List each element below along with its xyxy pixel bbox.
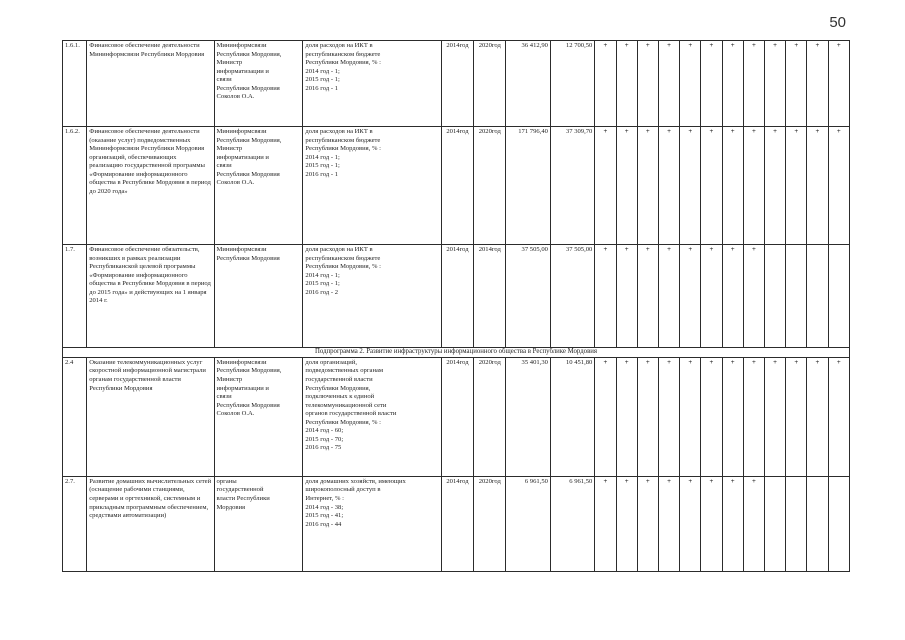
total-funding: 171 796,40	[506, 127, 550, 245]
activity-executor-line: информатизации и	[216, 384, 269, 392]
schedule-mark: +	[637, 476, 658, 571]
activity-executor-line: Соколов О.А.	[216, 179, 255, 187]
activity-indicator-line: 2015 год - 1;	[305, 162, 340, 170]
activity-indicator-line: Республики Мордовия,	[305, 384, 371, 392]
total-funding: 37 505,00	[506, 245, 550, 348]
activity-number: 1.6.2.	[63, 127, 87, 245]
activity-executor-line: Республики Мордовия,	[216, 50, 282, 58]
activity-indicator	[303, 357, 441, 476]
activity-executor-line: Республики Мордовия,	[216, 136, 282, 144]
end-year-line: год	[491, 42, 501, 49]
schedule-mark: +	[807, 41, 828, 127]
activity-executor-line: Республики Мордовия	[216, 170, 280, 178]
activity-indicator-line: 2014 год - 60;	[305, 427, 344, 435]
schedule-mark	[764, 476, 785, 571]
schedule-mark: +	[722, 476, 743, 571]
end-year-line: год	[491, 128, 501, 135]
activity-executor-line: Мининформсвязи	[216, 128, 267, 135]
end-year-line: год	[491, 358, 501, 366]
activity-indicator-line: 2014 год - 1;	[305, 67, 340, 75]
activity-executor-line: Соколов О.А.	[216, 93, 255, 101]
activity-executor-line: Мордовия	[216, 503, 246, 511]
start-year-line: год	[459, 128, 469, 135]
activity-executor-line: информатизации и	[216, 153, 269, 161]
schedule-mark: +	[722, 245, 743, 348]
schedule-mark: +	[743, 127, 764, 245]
schedule-mark: +	[616, 245, 637, 348]
activity-executor	[214, 245, 303, 348]
schedule-mark: +	[701, 127, 722, 245]
activity-indicator-line: республиканском бюджете	[305, 136, 381, 144]
schedule-mark: +	[658, 245, 679, 348]
schedule-mark: +	[658, 476, 679, 571]
activity-executor-line: Министр	[216, 145, 243, 153]
schedule-mark: +	[595, 357, 616, 476]
schedule-mark: +	[743, 476, 764, 571]
schedule-mark: +	[595, 476, 616, 571]
start-year-line: 2014	[446, 358, 460, 366]
schedule-mark: +	[828, 357, 849, 476]
total-funding: 36 412,90	[506, 41, 550, 127]
activity-indicator-line: Республики Мордовия, % :	[305, 263, 381, 271]
start-year-line: год	[459, 42, 469, 49]
schedule-mark: +	[616, 476, 637, 571]
schedule-mark: +	[701, 476, 722, 571]
schedule-mark: +	[658, 357, 679, 476]
activity-executor-line: власти Республики	[216, 494, 270, 502]
schedule-mark	[828, 245, 849, 348]
activity-executor-line: Мининформсвязи	[216, 246, 267, 253]
end-year-line: год	[491, 477, 501, 485]
activity-indicator-line: органов государственной власти	[305, 410, 397, 418]
activity-executor-line: Республики Мордовия	[216, 254, 280, 262]
schedule-mark: +	[680, 476, 701, 571]
activity-indicator-line: 2015 год - 70;	[305, 435, 344, 443]
activity-indicator-line: Республики Мордовия, % :	[305, 145, 381, 153]
activity-executor-line: Республики Мордовия	[216, 84, 280, 92]
subprogram-row	[63, 348, 850, 358]
schedule-mark: +	[743, 245, 764, 348]
schedule-mark: +	[680, 245, 701, 348]
schedule-mark: +	[807, 357, 828, 476]
schedule-mark: +	[595, 41, 616, 127]
end-year-line: 2014	[478, 246, 492, 253]
schedule-mark: +	[786, 357, 807, 476]
end-year-line: 2020	[478, 42, 492, 49]
activity-name: Финансовое обеспечение обязательств, возникших в рамках реализации Республиканской целевой программы «Формирование информационного общества в Республике Мордовия в период до 2015 года» и действующих на 1 января 2014 г.	[87, 245, 214, 348]
schedule-mark: +	[722, 357, 743, 476]
activity-executor-line: связи	[216, 76, 232, 84]
activity-name: Оказание телекоммуникационных услуг скоростной информационной магистрали органам государственной власти Республики Мордовия	[87, 357, 214, 476]
table-row	[63, 357, 850, 476]
budget-funding: 10 451,80	[550, 357, 594, 476]
activity-executor	[214, 127, 303, 245]
activity-executor-line: связи	[216, 162, 232, 170]
activity-executor-line: информатизации и	[216, 67, 269, 75]
activity-indicator-line: 2016 год - 44	[305, 520, 342, 528]
activity-number: 1.7.	[63, 245, 87, 348]
activity-name: Финансовое обеспечение деятельности Мининформсвязи Республики Мордовия	[87, 41, 214, 127]
schedule-mark	[764, 245, 785, 348]
schedule-mark: +	[722, 127, 743, 245]
schedule-mark	[786, 245, 807, 348]
program-activities-table	[62, 40, 850, 572]
activity-indicator-line: доля расходов на ИКТ в	[305, 246, 373, 253]
schedule-mark: +	[786, 41, 807, 127]
start-year-line: 2014	[446, 477, 460, 485]
schedule-mark: +	[616, 357, 637, 476]
activity-executor-line: Соколов О.А.	[216, 410, 255, 418]
activity-indicator	[303, 476, 441, 571]
start-year	[441, 476, 473, 571]
budget-funding: 37 309,70	[550, 127, 594, 245]
activity-executor-line: Республики Мордовия,	[216, 367, 282, 375]
end-year-line: 2020	[478, 358, 492, 366]
end-year	[474, 127, 506, 245]
schedule-mark: +	[764, 357, 785, 476]
schedule-mark: +	[680, 41, 701, 127]
schedule-mark: +	[701, 245, 722, 348]
schedule-mark: +	[743, 41, 764, 127]
activity-indicator-line: доля расходов на ИКТ в	[305, 42, 373, 49]
activity-number: 2.7.	[63, 476, 87, 571]
schedule-mark: +	[680, 357, 701, 476]
activity-indicator-line: Интернет, % :	[305, 494, 344, 502]
budget-funding: 12 700,50	[550, 41, 594, 127]
end-year	[474, 245, 506, 348]
schedule-mark: +	[637, 357, 658, 476]
activity-indicator-line: государственной власти	[305, 375, 373, 383]
activity-indicator-line: доля расходов на ИКТ в	[305, 128, 373, 135]
activity-indicator-line: 2014 год - 1;	[305, 153, 340, 161]
start-year-line: 2014	[446, 42, 460, 49]
start-year-line: год	[459, 477, 469, 485]
schedule-mark: +	[595, 127, 616, 245]
schedule-mark: +	[828, 127, 849, 245]
activity-executor-line: органы	[216, 477, 237, 485]
activity-indicator-line: широкополосный доступ в	[305, 486, 381, 494]
table-row	[63, 245, 850, 348]
start-year	[441, 41, 473, 127]
schedule-mark	[807, 245, 828, 348]
activity-executor-line: связи	[216, 393, 232, 401]
activity-number: 2.4	[63, 357, 87, 476]
schedule-mark: +	[743, 357, 764, 476]
total-funding: 6 961,50	[506, 476, 550, 571]
activity-indicator-line: 2015 год - 41;	[305, 512, 344, 520]
schedule-mark	[786, 476, 807, 571]
activity-indicator-line: 2015 год - 1;	[305, 76, 340, 84]
activity-indicator-line: Республики Мордовия, % :	[305, 59, 381, 67]
activity-executor-line: Министр	[216, 375, 243, 383]
activity-indicator	[303, 127, 441, 245]
activity-indicator-line: 2016 год - 1	[305, 170, 339, 178]
activity-indicator-line: 2015 год - 1;	[305, 280, 340, 288]
activity-number: 1.6.1.	[63, 41, 87, 127]
start-year	[441, 245, 473, 348]
page-number: 50	[829, 14, 846, 31]
end-year	[474, 476, 506, 571]
start-year-line: 2014	[446, 128, 460, 135]
schedule-mark: +	[595, 245, 616, 348]
schedule-mark: +	[616, 41, 637, 127]
table-row	[63, 41, 850, 127]
activity-indicator-line: 2014 год - 1;	[305, 271, 340, 279]
schedule-mark: +	[637, 41, 658, 127]
schedule-mark: +	[764, 127, 785, 245]
table-row	[63, 476, 850, 571]
schedule-mark: +	[637, 127, 658, 245]
schedule-mark: +	[680, 127, 701, 245]
activity-indicator-line: телекоммуникационной сети	[305, 401, 387, 409]
schedule-mark: +	[828, 41, 849, 127]
end-year-line: 2020	[478, 128, 492, 135]
table-body	[63, 41, 850, 572]
schedule-mark: +	[786, 127, 807, 245]
start-year-line: год	[459, 358, 469, 366]
activity-indicator-line: 2016 год - 1	[305, 84, 339, 92]
end-year	[474, 357, 506, 476]
activity-indicator-line: 2016 год - 75	[305, 444, 342, 452]
activity-indicator-line: подведомственных органам	[305, 367, 384, 375]
end-year-line: 2020	[478, 477, 492, 485]
schedule-mark: +	[658, 127, 679, 245]
activity-executor	[214, 476, 303, 571]
schedule-mark: +	[701, 41, 722, 127]
activity-executor-line: Республики Мордовия	[216, 401, 280, 409]
total-funding: 35 401,30	[506, 357, 550, 476]
end-year	[474, 41, 506, 127]
start-year	[441, 127, 473, 245]
activity-executor-line: Министр	[216, 59, 243, 67]
schedule-mark: +	[722, 41, 743, 127]
activity-indicator-line: 2016 год - 2	[305, 288, 339, 296]
activity-name: Развитие домашних вычислительных сетей (оснащение рабочими станциями, серверами и оргтехникой, системным и прикладным программным обеспечением, средствами автоматизации)	[87, 476, 214, 571]
schedule-mark: +	[701, 357, 722, 476]
budget-funding: 6 961,50	[550, 476, 594, 571]
activity-name: Финансовое обеспечение деятельности (оказание услуг) подведомственных Мининформсвязи Республики Мордовия организаций, обеспечивающих реализацию государственной программы «Формирование информационного общества в Республике Мордовия в период до 2020 года»	[87, 127, 214, 245]
activity-indicator	[303, 245, 441, 348]
activity-indicator-line: доля домашних хозяйств, имеющих	[305, 477, 406, 485]
schedule-mark	[828, 476, 849, 571]
activity-executor-line: государственной	[216, 486, 264, 494]
activity-indicator-line: доля организаций,	[305, 358, 357, 366]
start-year	[441, 357, 473, 476]
start-year-line: 2014	[446, 246, 460, 253]
subprogram-title: Подпрограмма 2. Развитие инфраструктуры информационного общества в Республике Мордовия	[63, 348, 850, 358]
budget-funding: 37 505,00	[550, 245, 594, 348]
activity-indicator	[303, 41, 441, 127]
activity-indicator-line: 2014 год - 38;	[305, 503, 344, 511]
end-year-line: год	[491, 246, 501, 253]
start-year-line: год	[459, 246, 469, 253]
schedule-mark: +	[658, 41, 679, 127]
schedule-mark	[807, 476, 828, 571]
activity-executor	[214, 41, 303, 127]
schedule-mark: +	[807, 127, 828, 245]
schedule-mark: +	[764, 41, 785, 127]
schedule-mark: +	[616, 127, 637, 245]
activity-executor	[214, 357, 303, 476]
activity-executor-line: Мининформсвязи	[216, 42, 267, 49]
table-row	[63, 127, 850, 245]
activity-indicator-line: республиканском бюджете	[305, 50, 381, 58]
activity-indicator-line: подключенных к единой	[305, 393, 375, 401]
activity-executor-line: Мининформсвязи	[216, 358, 267, 366]
activity-indicator-line: Республики Мордовия, % :	[305, 418, 381, 426]
schedule-mark: +	[637, 245, 658, 348]
activity-indicator-line: республиканском бюджете	[305, 254, 381, 262]
